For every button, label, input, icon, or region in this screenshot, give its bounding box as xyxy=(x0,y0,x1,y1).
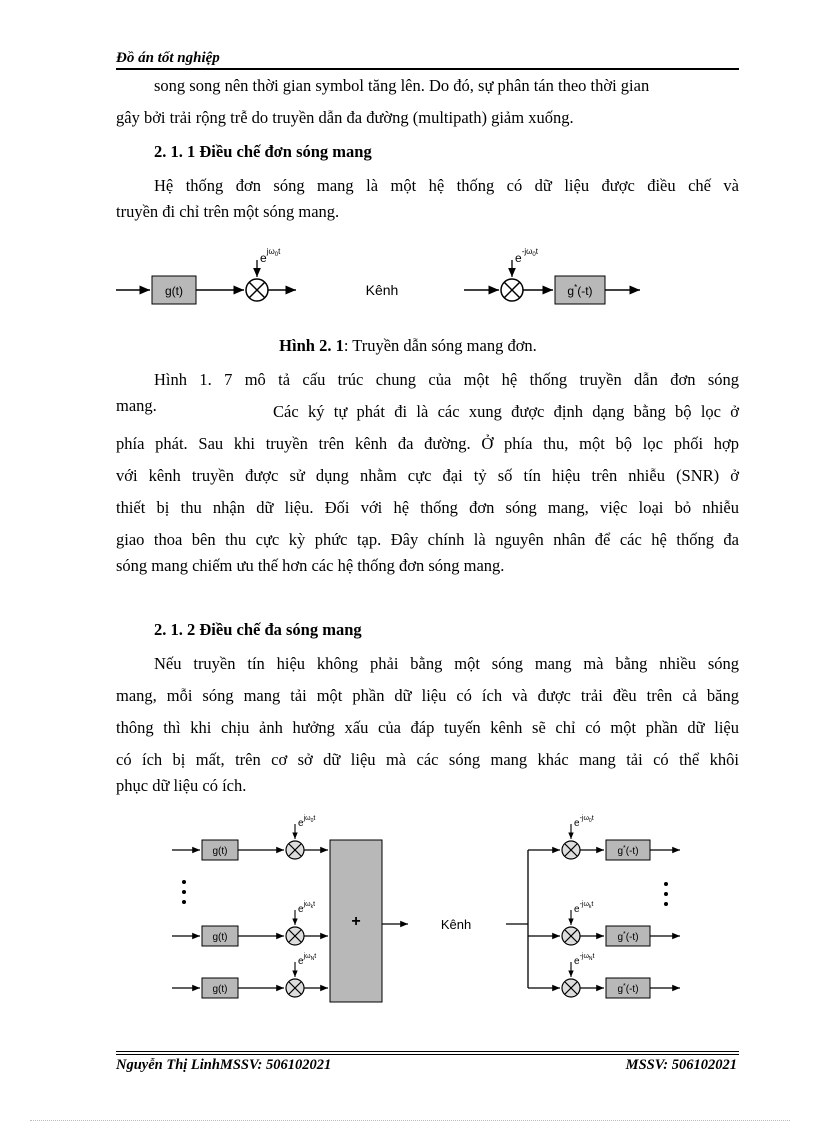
section2-line5: phục dữ liệu có ích. xyxy=(116,776,247,795)
svg-text:ejωkt xyxy=(298,901,315,915)
fig2-rx-exp-N-sup: -jω xyxy=(579,953,589,960)
svg-text:ejω0t xyxy=(298,815,315,829)
fig1-rx-g: g xyxy=(567,284,575,298)
svg-text:ejω0t xyxy=(260,247,281,265)
svg-text:g*(-t) xyxy=(617,931,638,943)
section2-heading: 2. 1. 2 Điều chế đa sóng mang xyxy=(154,620,362,639)
fig2-rx-exp-k-sup: -jω xyxy=(579,901,589,908)
fig1-tx-exp-sub: 0 xyxy=(274,252,279,258)
fig2-tx-exp-N-t: t xyxy=(314,953,317,960)
svg-text:e-jω0t xyxy=(574,815,594,829)
figure-1-caption-label: Hình 2. 1 xyxy=(279,336,344,355)
fig2-tx-exp-0-sub: 0 xyxy=(310,818,314,824)
fig2-rx-ellipsis-dot xyxy=(664,892,668,896)
fig2-rx-k-star: * xyxy=(623,931,626,938)
fig2-sum-label: + xyxy=(351,913,361,930)
fig2-tx-filter-N-label: g(t) xyxy=(212,984,228,995)
fig2-tx-exp-0-t: t xyxy=(313,815,316,822)
fig1-tx-filter-label: g(t) xyxy=(165,284,183,298)
fig1-rx-rest: (-t) xyxy=(577,284,593,298)
svg-text:g*(-t) xyxy=(617,983,638,995)
fig2-tx-exp-k-sup: jω xyxy=(303,901,311,908)
para2-line3: phía phát. Sau khi truyền trên kênh đa đường. Ở phía thu, một bộ lọc phối hợp xyxy=(116,434,739,453)
fig2-rx-k-rest: (-t) xyxy=(625,932,639,943)
fig2-rx-exp-k-t: t xyxy=(591,901,594,908)
svg-text:e-jω0t xyxy=(515,247,539,265)
svg-text:g*(-t) xyxy=(617,845,638,857)
document-header: Đồ án tốt nghiệp xyxy=(116,50,220,66)
fig2-tx-filter-0-label: g(t) xyxy=(212,846,228,857)
para1-line2: gây bởi trải rộng trễ do truyền dẫn đa đường (multipath) giảm xuống. xyxy=(116,108,574,127)
section1-heading: 2. 1. 1 Điều chế đơn sóng mang xyxy=(154,142,372,161)
fig2-rx-exp-N-sub: N xyxy=(588,956,593,962)
fig2-tx-exp-N-base: e xyxy=(298,956,304,967)
section1-line2: truyền đi chỉ trên một sóng mang. xyxy=(116,202,340,221)
section2-line2: mang, mỗi sóng mang tải một phần dữ liệu có ích và được trải đều trên cả băng xyxy=(116,686,739,705)
para2-line2a: mang. xyxy=(116,396,157,415)
fig2-rx-ellipsis-dot xyxy=(664,902,668,906)
fig2-rx-exp-0-sub: 0 xyxy=(588,818,592,824)
fig1-rx-exp-base: e xyxy=(515,251,522,265)
fig2-rx-exp-0-t: t xyxy=(591,815,594,822)
figure-2-diagram xyxy=(160,812,700,1012)
fig1-rx-exp-t: t xyxy=(535,247,538,256)
svg-text:e-jωNt xyxy=(574,953,595,967)
fig2-rx-exp-N-t: t xyxy=(592,953,595,960)
footer-rule-top xyxy=(116,1051,739,1052)
footer-author: Nguyễn Thị LinhMSSV: 506102021 xyxy=(116,1057,332,1073)
fig1-rx-exp-sub: 0 xyxy=(532,252,536,258)
fig2-rx-ellipsis-dot xyxy=(664,882,668,886)
section2-line4: có ích bị mất, trên cơ sở dữ liệu mà các sóng mang khác mang tải có thể khôi xyxy=(116,750,739,769)
fig2-rx-0-star: * xyxy=(623,845,626,852)
figure-1-caption xyxy=(0,336,816,356)
fig2-channel-label: Kênh xyxy=(440,917,472,932)
fig2-rx-exp-k-base: e xyxy=(574,904,580,915)
fig2-tx-filter-k-label: g(t) xyxy=(212,932,228,943)
fig2-tx-exp-N-sub: N xyxy=(310,956,315,962)
figure-1-diagram xyxy=(110,238,670,318)
fig2-rx-N-g: g xyxy=(617,984,624,995)
fig2-rx-exp-0-sup: -jω xyxy=(579,815,589,822)
fig2-rx-N-rest: (-t) xyxy=(625,984,639,995)
fig2-rx-0-rest: (-t) xyxy=(625,846,639,857)
para2-line6: giao thoa bên thu cực kỳ phức tạp. Đây chính là nguyên nhân để các hệ thống đa xyxy=(116,530,739,549)
fig2-tx-exp-N-sup: jω xyxy=(303,953,311,960)
fig2-tx-ellipsis-dot xyxy=(182,890,186,894)
fig2-rx-k-g: g xyxy=(617,932,624,943)
fig1-tx-exp-sup: jω xyxy=(266,247,275,256)
section1-line1: Hệ thống đơn sóng mang là một hệ thống có dữ liệu được điều chế và xyxy=(154,176,739,195)
fig2-tx-exp-k-base: e xyxy=(298,904,304,915)
svg-text:g*(-t) xyxy=(567,283,592,298)
fig2-rx-0-g: g xyxy=(617,846,624,857)
footer-student-id: MSSV: 506102021 xyxy=(625,1057,737,1073)
fig2-rx-N-star: * xyxy=(623,983,626,990)
fig2-tx-ellipsis-dot xyxy=(182,880,186,884)
fig2-tx-exp-0-base: e xyxy=(298,818,304,829)
fig2-tx-exp-k-t: t xyxy=(313,901,316,908)
section2-line3: thông thì khi chịu ảnh hưởng xấu của đáp tuyến kênh sẽ chỉ có một phần dữ liệu xyxy=(116,718,739,737)
footer-rule-bottom xyxy=(116,1054,739,1055)
fig2-tx-exp-k-sub: k xyxy=(310,904,314,910)
svg-text:ejωNt xyxy=(298,953,316,967)
fig1-rx-star: * xyxy=(574,283,578,292)
para2-line2b: Các ký tự phát đi là các xung được định dạng bằng bộ lọc ở xyxy=(273,402,739,421)
page-bottom-dotted-line xyxy=(30,1120,790,1121)
para2-line1: Hình 1. 7 mô tả cấu trúc chung của một hệ thống truyền dẫn đơn sóng xyxy=(154,370,739,389)
header-rule xyxy=(116,68,739,70)
fig2-tx-ellipsis-dot xyxy=(182,900,186,904)
fig2-rx-exp-k-sub: k xyxy=(588,904,592,910)
para1-line1: song song nên thời gian symbol tăng lên. Do đó, sự phân tán theo thời gian xyxy=(154,76,650,95)
fig1-tx-exp-base: e xyxy=(260,251,267,265)
fig1-tx-exp-t: t xyxy=(278,247,281,256)
fig2-tx-exp-0-sup: jω xyxy=(303,815,311,822)
svg-text:e-jωkt xyxy=(574,901,593,915)
fig1-rx-exp-sup: -jω xyxy=(521,247,533,256)
para2-line5: thiết bị thu nhận dữ liệu. Đối với hệ thống đơn sóng mang, việc loại bỏ nhiễu xyxy=(116,498,739,517)
fig2-rx-exp-N-base: e xyxy=(574,956,580,967)
section2-line1: Nếu truyền tín hiệu không phải bằng một sóng mang mà bằng nhiều sóng xyxy=(154,654,739,673)
fig1-channel-label: Kênh xyxy=(365,282,399,298)
para2-line7: sóng mang chiếm ưu thế hơn các hệ thống đơn sóng mang. xyxy=(116,556,505,575)
para2-line4: với kênh truyền được sử dụng nhằm cực đại tỷ số tín hiệu trên nhiễu (SNR) ở xyxy=(116,466,739,485)
fig2-rx-exp-0-base: e xyxy=(574,818,580,829)
figure-1-caption-text: : Truyền dẫn sóng mang đơn. xyxy=(343,336,537,355)
